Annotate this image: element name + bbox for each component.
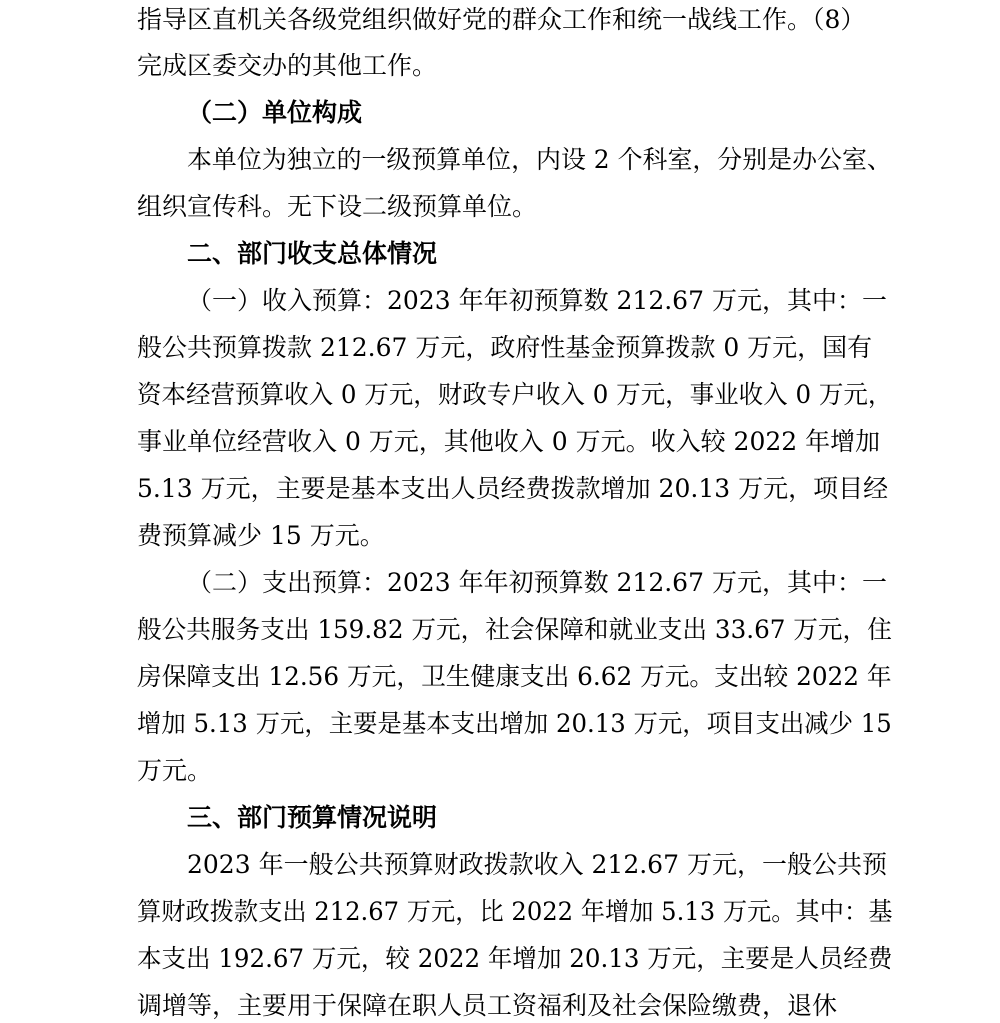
section-heading: 二、部门收支总体情况 <box>187 239 438 268</box>
body-text-line: 2023 年一般公共预算财政拨款收入 212.67 万元，一般公共预 <box>187 850 887 879</box>
body-text-line: 增加 5.13 万元，主要是基本支出增加 20.13 万元，项目支出减少 15 <box>137 709 892 738</box>
body-text-line: 5.13 万元，主要是基本支出人员经费拨款增加 20.13 万元，项目经 <box>137 474 889 503</box>
body-text-line: 般公共预算拨款 212.67 万元，政府性基金预算拨款 0 万元，国有 <box>137 333 873 362</box>
body-text-line: 调增等，主要用于保障在职人员工资福利及社会保险缴费，退休 <box>137 991 838 1020</box>
body-text-line: 资本经营预算收入 0 万元，财政专户收入 0 万元，事业收入 0 万元， <box>137 380 893 409</box>
body-text-line: （二）支出预算：2023 年年初预算数 212.67 万元，其中：一 <box>187 568 887 597</box>
section-heading: 三、部门预算情况说明 <box>187 803 438 832</box>
body-text-line: 事业单位经营收入 0 万元，其他收入 0 万元。收入较 2022 年增加 <box>137 427 881 456</box>
body-text-line: （一）收入预算：2023 年年初预算数 212.67 万元，其中：一 <box>187 286 887 315</box>
body-text-line: 算财政拨款支出 212.67 万元，比 2022 年增加 5.13 万元。其中：基 <box>137 897 893 926</box>
body-text-line: 般公共服务支出 159.82 万元，社会保障和就业支出 33.67 万元，住 <box>137 615 892 644</box>
body-text-line: 指导区直机关各级党组织做好党的群众工作和统一战线工作。（8） <box>137 5 866 34</box>
body-text-line: 房保障支出 12.56 万元，卫生健康支出 6.62 万元。支出较 2022 年 <box>137 662 892 691</box>
body-text-line: 万元。 <box>137 756 213 785</box>
body-text-line: 完成区委交办的其他工作。 <box>137 51 438 80</box>
body-text-line: 组织宣传科。无下设二级预算单位。 <box>137 192 538 221</box>
body-text-line: 本支出 192.67 万元，较 2022 年增加 20.13 万元，主要是人员经费 <box>137 944 893 973</box>
body-text-line: 费预算减少 15 万元。 <box>137 521 385 550</box>
body-text-line: 本单位为独立的一级预算单位，内设 2 个科室，分别是办公室、 <box>187 145 892 174</box>
subsection-heading: （二）单位构成 <box>187 98 363 127</box>
